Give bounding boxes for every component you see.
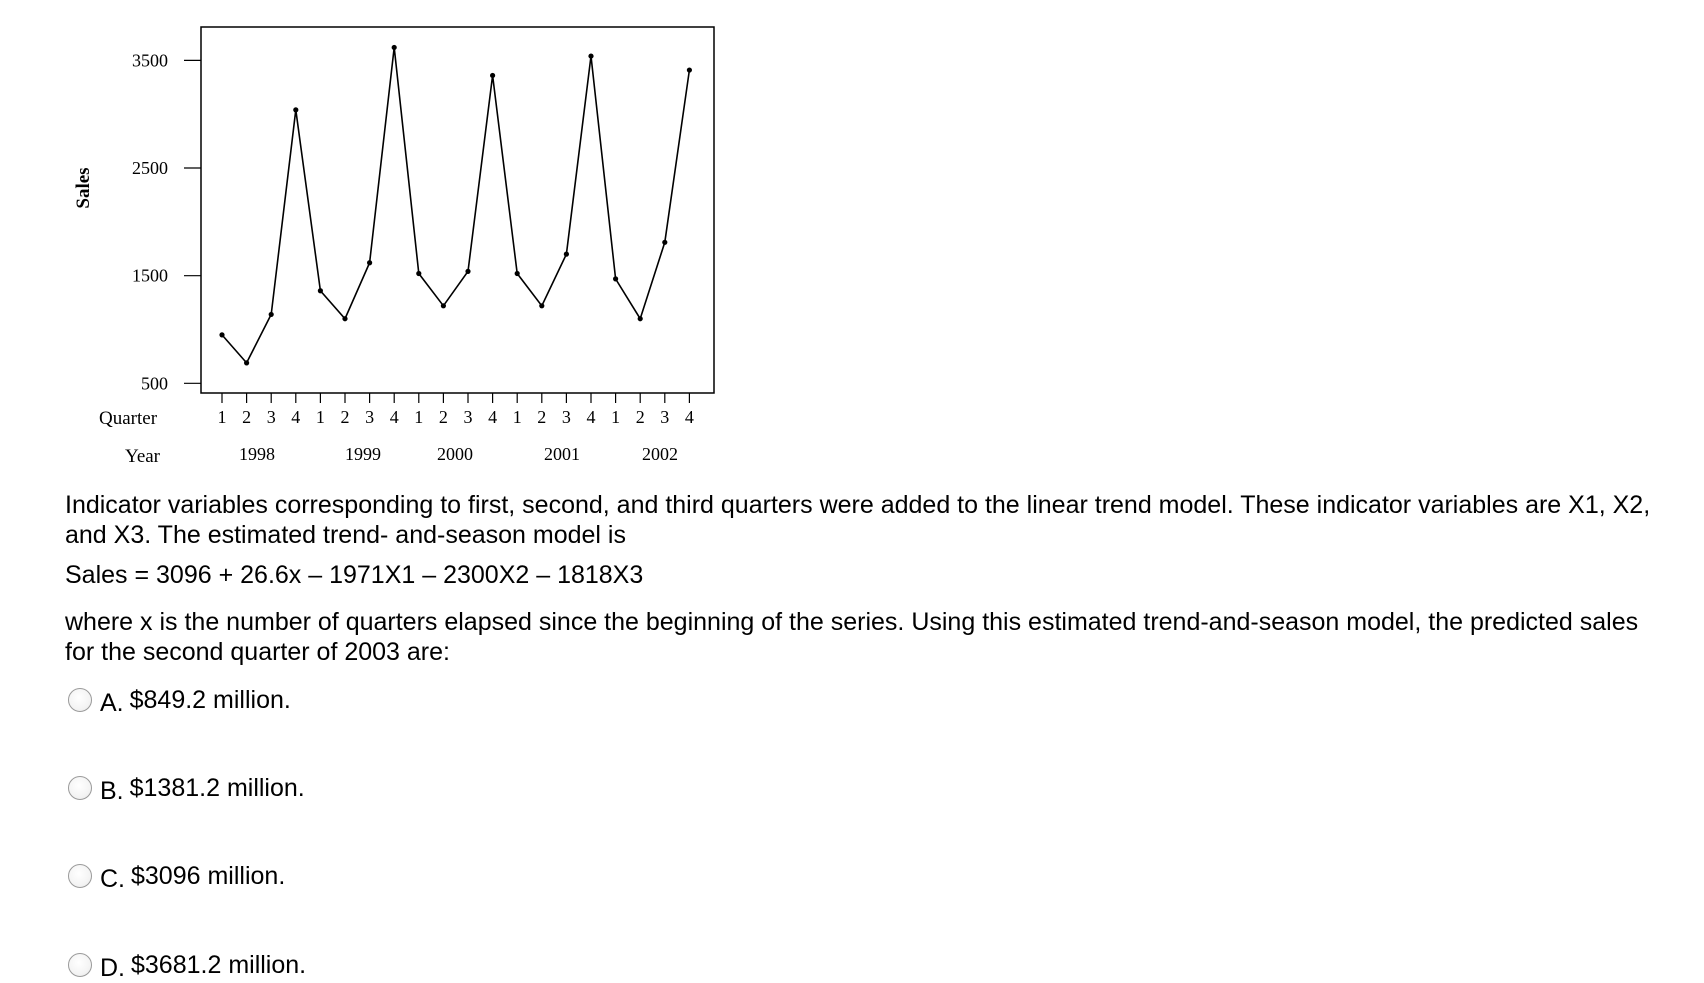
option-b[interactable]: [68, 771, 305, 805]
sales-data-point: [342, 316, 347, 321]
quarter-tick-label: 1: [217, 407, 227, 427]
y-tick-label: 3500: [132, 50, 168, 71]
year-row-label: Year: [125, 446, 161, 467]
option-d-letter: D.: [100, 953, 125, 982]
year-tick-label: 1999: [345, 444, 381, 464]
sales-data-point: [219, 332, 224, 337]
sales-data-point: [465, 269, 470, 274]
quarter-tick-label: 2: [537, 407, 547, 427]
sales-series-line: [222, 47, 689, 362]
option-b-letter: B.: [100, 776, 124, 805]
option-c-radio[interactable]: [68, 864, 92, 888]
question-paragraph-2: where x is the number of quarters elapsed since the beginning of the series. Using this estimated trend-and-season model, the predicted sales for the second quarter of 2003 are:: [65, 608, 1639, 666]
option-d-radio[interactable]: [68, 953, 92, 977]
sales-data-point: [539, 303, 544, 308]
sales-data-point: [687, 67, 692, 72]
y-tick-label: 500: [141, 373, 168, 394]
option-c-text: $3096 million.: [131, 861, 286, 890]
option-a-radio[interactable]: [68, 688, 92, 712]
quarter-tick-label: 2: [242, 407, 252, 427]
quarter-tick-label: 4: [684, 407, 694, 427]
quarter-row-label: Quarter: [99, 408, 158, 429]
sales-data-point: [515, 271, 520, 276]
quarter-tick-label: 2: [438, 407, 448, 427]
quarter-tick-label: 4: [586, 407, 596, 427]
option-a-text: $849.2 million.: [129, 685, 291, 714]
sales-chart: [0, 0, 760, 478]
year-tick-label: 1998: [239, 444, 275, 464]
sales-data-point: [293, 107, 298, 112]
year-tick-label: 2002: [642, 444, 678, 464]
sales-data-point: [613, 276, 618, 281]
quarter-tick-label: 3: [365, 407, 375, 427]
quarter-tick-label: 1: [512, 407, 522, 427]
quarter-tick-label: 4: [488, 407, 498, 427]
year-tick-label: 2001: [544, 444, 580, 464]
option-a-letter: A.: [100, 688, 124, 717]
quarter-tick-label: 1: [414, 407, 424, 427]
sales-data-point: [490, 73, 495, 78]
y-tick-label: 2500: [132, 158, 168, 179]
option-b-radio[interactable]: [68, 776, 92, 800]
sales-data-point: [638, 316, 643, 321]
sales-data-point: [244, 360, 249, 365]
sales-data-point: [318, 288, 323, 293]
sales-data-point: [416, 271, 421, 276]
quarter-tick-label: 2: [340, 407, 350, 427]
quarter-tick-label: 3: [463, 407, 473, 427]
question-equation: Sales = 3096 + 26.6x – 1971X1 – 2300X2 – 1818X3: [65, 561, 644, 589]
sales-data-point: [392, 45, 397, 50]
sales-data-point: [564, 252, 569, 257]
y-tick-label: 1500: [132, 265, 168, 286]
sales-data-point: [662, 240, 667, 245]
option-a[interactable]: [68, 683, 291, 717]
sales-data-point: [588, 53, 593, 58]
question-paragraph-1: Indicator variables corresponding to first, second, and third quarters were added to the linear trend model. These indicator variables are X1, X2, and X3. The estimated trend- and-season model is: [65, 491, 1651, 549]
option-d-text: $3681.2 million.: [131, 950, 307, 979]
sales-chart-svg: [0, 0, 760, 478]
quarter-tick-label: 1: [315, 407, 325, 427]
y-axis-label: Sales: [73, 167, 94, 209]
quarter-tick-label: 3: [266, 407, 276, 427]
quarter-tick-label: 4: [291, 407, 301, 427]
quarter-tick-label: 1: [611, 407, 621, 427]
option-b-text: $1381.2 million.: [129, 773, 305, 802]
plot-frame: [201, 27, 714, 393]
option-d[interactable]: [68, 948, 306, 982]
quarter-tick-label: 2: [635, 407, 645, 427]
option-c-letter: C.: [100, 864, 125, 893]
quarter-tick-label: 3: [561, 407, 571, 427]
sales-data-point: [367, 260, 372, 265]
sales-data-point: [441, 303, 446, 308]
quarter-tick-label: 3: [660, 407, 670, 427]
year-tick-label: 2000: [437, 444, 473, 464]
quarter-tick-label: 4: [389, 407, 399, 427]
sales-data-point: [269, 312, 274, 317]
option-c[interactable]: [68, 859, 285, 893]
